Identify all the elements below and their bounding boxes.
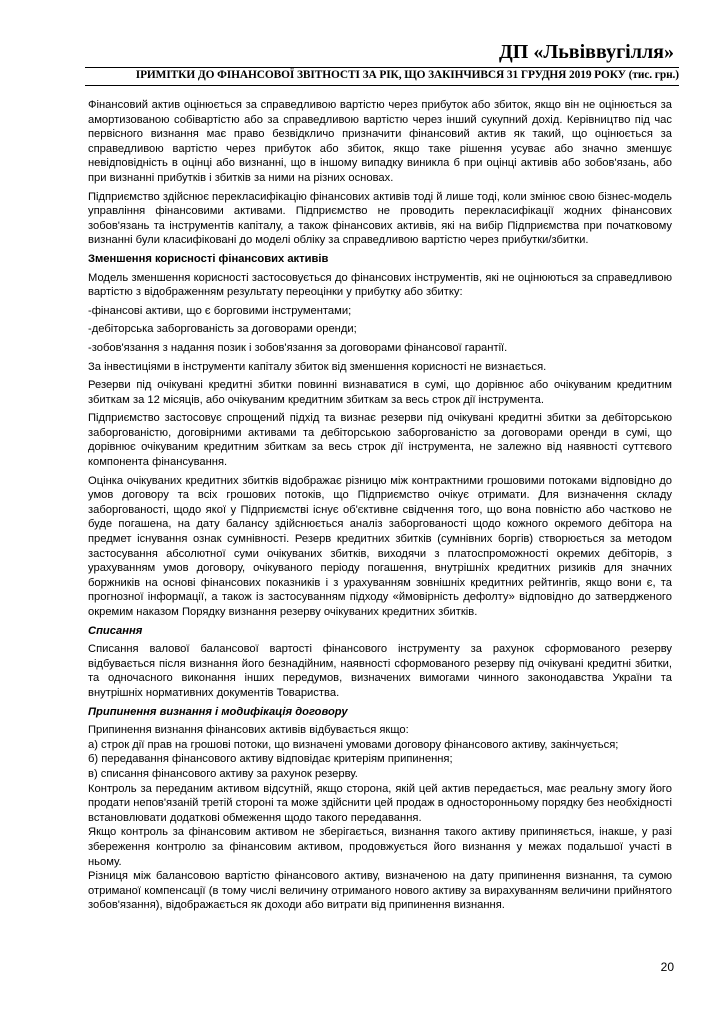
- heading-derecognition: Припинення визнання і модифікація договору: [88, 705, 348, 718]
- company-title: ДП «Львіввугілля»: [499, 41, 674, 63]
- list-item-loan-commitments: -зобов'язання з надання позик і зобов'язання за договорами фінансової гарантії.: [88, 341, 508, 354]
- paragraph-fvtpl: Фінансовий актив оцінюється за справедливою вартістю через прибуток або збиток, якщо він не оцінюється за амортизованою собівартістю або за справедливою вартістю через інший сукупний дохід. Керівництво під час первісного визнання має право безвідкличо призначити фінансовий актив як такий, що оцінюється за справедливою вартістю через прибуток або збиток, якщо таке рішення усуває або значно зменшує невідповідність в оцінці або визнанні, що в іншому випадку виникла б при оцінці активів або зобов'язань, або при визнанні прибутків і збитків за ними на різних основах.: [88, 99, 672, 184]
- report-subtitle: ІРИМІТКИ ДО ФІНАНСОВОЇ ЗВІТНОСТІ ЗА РІК, ЩО ЗАКІНЧИВСЯ 31 ГРУДНЯ 2019 РОКУ (тис. грн.): [135, 69, 679, 81]
- header-divider-top: [85, 67, 679, 68]
- paragraph-simplified-approach: Підприємство застосовує спрощений підхід та визнає резерви під очікувані кредитні збитки за дебіторською заборгованістю, договірними активами та дебіторською заборгованістю за договорами оренди в сумі, що дорівнює очікуваним кредитним збиткам за весь строк дії інструмента, не залежно від наявності суттєвого компонента фінансування.: [88, 412, 672, 469]
- paragraph-reclassification: Підприємство здійснює перекласифікацію фінансових активів тоді й лише тоді, коли змінює свою бізнес-модель управління фінансовими активами. Підприємство не проводить перекласифікації жодних фінансових зобов'язань та інструментів капіталу, а також фінансових активів, які на вибір Підприємства при початковому визнанні були класифіковані до моделі обліку за справедливою вартістю через прибутки/збитки.: [88, 190, 672, 247]
- paragraph-control-retained: Якщо контроль за фінансовим активом не зберігається, визнання такого активу припиняється, інакше, у разі збереження контролю за фінансовим активом, продовжується його визнання у межах подальшої участі в ньому.: [88, 826, 672, 868]
- heading-impairment: Зменшення корисності фінансових активів: [88, 252, 329, 265]
- list-item-write-off-reserve: в) списання фінансового активу за рахунок резерву.: [88, 767, 358, 780]
- page-number: 20: [660, 960, 674, 974]
- paragraph-ecl-estimate: Оцінка очікуваних кредитних збитків відображає різницю між контрактними грошовими потоками відповідно до умов договору та всіх грошових потоків, що Підприємство очікує отримати. Для визначення складу заборгованості, щодо якої у Підприємстві існує об'єктивне свідчення того, що вона повністю або частково не буде погашена, на дату балансу здійснюється аналіз заборгованості щодо кожного окремого дебітора на предмет існування ознак сумнівності. Резерв кредитних збитків (сумнівних боргів) створюється за методом застосування абсолютної суми очікуваних збитків, виходячи з платоспроможності окремих дебіторів, з урахуванням умов договору, очікуваного періоду погашення, внутрішніх кредитних ризиків для значних боржників на основі фінансових показників і з урахуванням зовнішніх кредитних рейтингів, якщо вони є, та прогнозної інформації, а також із застосуванням підходу «ймовірність дефолту» відповідно до затвердженого окремим наказом Порядку визнання резерву очікуваних кредитних збитків.: [88, 474, 672, 618]
- list-item-rights-expire: а) строк дії прав на грошові потоки, що визначені умовами договору фінансового активу, закінчується;: [88, 738, 619, 751]
- paragraph-equity-investments: За інвестиціями в інструменти капіталу збиток від зменшення корисності не визнається.: [88, 360, 547, 373]
- list-item-debt-instruments: -фінансові активи, що є борговими інструментами;: [88, 304, 352, 317]
- paragraph-impairment-model: Модель зменшення корисності застосовується до фінансових інструментів, які не оцінюються за справедливою вартістю з відображенням результату переоцінки у прибутку або збитку:: [88, 271, 672, 299]
- paragraph-write-off: Списання валової балансової вартості фінансового інструменту за рахунок сформованого резерву відбувається після визнання його безнадійним, наявності сформованого резерву під очікувані кредитні збитки, та одночасного виконання інших передумов, визначених вимогами чинного законодавства України та внутрішніх нормативних документів Товариства.: [88, 643, 672, 699]
- list-item-transfer: б) передавання фінансового активу відповідає критеріям припинення;: [88, 753, 453, 766]
- document-body: [88, 98, 672, 913]
- paragraph-control-absent: Контроль за переданим активом відсутній, якщо сторона, якій цей актив передається, має реальну змогу його продати непов'язаній третій стороні та може здійснити цей продаж в односторонньому порядку без необхідності встановлювати додаткові обмеження щодо такого передавання.: [88, 782, 672, 824]
- heading-write-off: Списання: [88, 624, 143, 637]
- paragraph-derecognition-intro: Припинення визнання фінансових активів відбувається якщо:: [88, 724, 409, 737]
- header-divider-bottom: [85, 85, 679, 86]
- paragraph-derecognition-difference: Різниця між балансовою вартістю фінансового активу, визначеною на дату припинення визнання, та сумою отриманої компенсації (в тому числі величину отриманого нового активу за вирахуванням величини прийнятого зобов'язання), відображається як доходи або витрати від припинення визнання.: [88, 870, 672, 912]
- list-item-lease-receivables: -дебіторська заборгованість за договорами оренди;: [88, 323, 357, 336]
- paragraph-ecl-reserves: Резерви під очікувані кредитні збитки повинні визнаватися в сумі, що дорівнює або очікуваним кредитним збиткам за 12 місяців, або очікуваним кредитним збиткам за весь строк дії інструмента.: [88, 379, 672, 406]
